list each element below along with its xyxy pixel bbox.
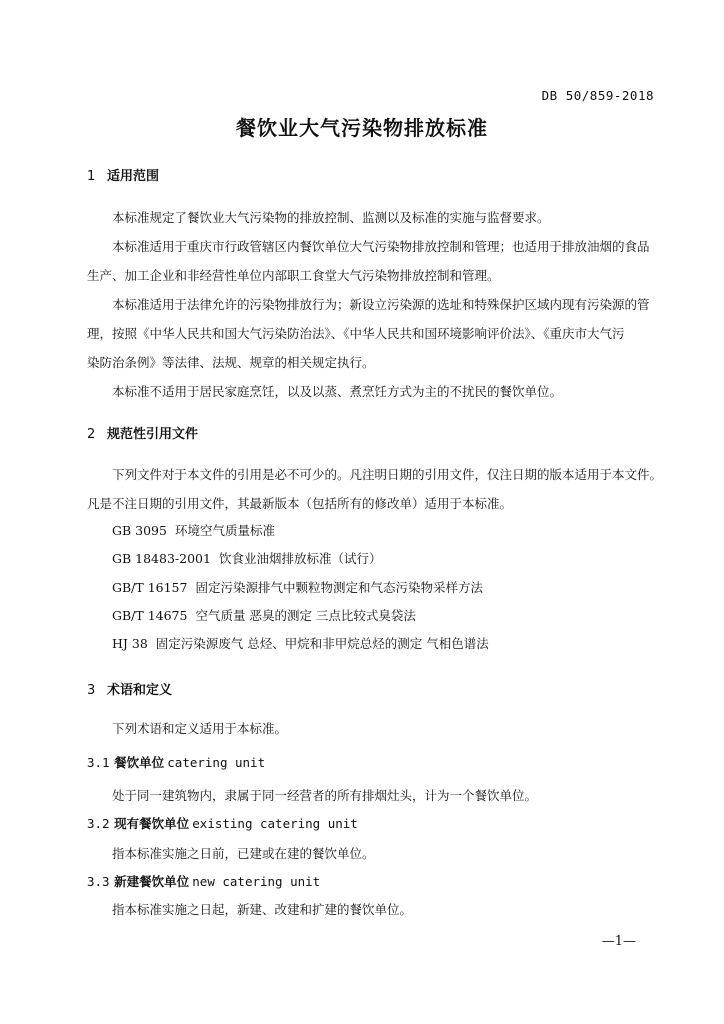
reference-name: 饮食业油烟排放标准（试行）	[218, 551, 382, 566]
paragraph: 下列文件对于本文件的引用是必不可少的。凡注明日期的引用文件，仅注日期的版本适用于本文件。	[112, 467, 663, 482]
term-chinese: 餐饮单位	[114, 755, 165, 770]
section-title: 术语和定义	[107, 683, 173, 698]
document-code: DB 50/859-2018	[541, 88, 654, 103]
term-english: new catering unit	[192, 874, 321, 889]
reference-code: GB 3095	[112, 523, 167, 538]
paragraph: 本标准规定了餐饮业大气污染物的排放控制、监测以及标准的实施与监督要求。	[112, 210, 550, 225]
document-title: 餐饮业大气污染物排放标准	[236, 116, 488, 140]
term-definition: 处于同一建筑物内，隶属于同一经营者的所有排烟灶头，计为一个餐饮单位。	[112, 788, 538, 803]
term-chinese: 现有餐饮单位	[114, 816, 190, 831]
paragraph: 本标准适用于重庆市行政管辖区内餐饮单位大气污染物排放控制和管理；也适用于排放油烟的食品	[112, 239, 650, 254]
paragraph: 本标准不适用于居民家庭烹饪，以及以蒸、煮烹饪方式为主的不扰民的餐饮单位。	[112, 384, 563, 399]
normative-reference	[112, 578, 483, 596]
normative-reference	[112, 606, 416, 624]
paragraph-continued: 理，按照《中华人民共和国大气污染防治法》、《中华人民共和国环境影响评价法》、《重庆市大气污	[87, 326, 625, 341]
reference-code: HJ 38	[112, 636, 148, 651]
section-number: 1	[87, 169, 96, 184]
page-number: —1—	[601, 934, 636, 949]
reference-name: 空气质量 恶臭的测定 三点比较式臭袋法	[195, 608, 416, 623]
reference-name: 环境空气质量标准	[174, 523, 275, 538]
term-definition: 指本标准实施之日前，已建或在建的餐饮单位。	[112, 846, 375, 861]
reference-code: GB/T 16157	[112, 580, 188, 595]
section-3-heading	[87, 679, 172, 698]
paragraph-continued: 染防治条例》等法律、法规、规章的相关规定执行。	[87, 355, 375, 370]
section-title: 适用范围	[107, 169, 160, 184]
section-1-heading	[87, 165, 159, 184]
normative-reference	[112, 634, 489, 652]
paragraph: 本标准适用于法律允许的污染物排放行为；新设立污染源的选址和特殊保护区域内现有污染源的管	[112, 297, 650, 312]
section-number: 2	[87, 427, 96, 442]
section-2-heading	[87, 423, 198, 442]
reference-name: 固定污染源废气 总烃、甲烷和非甲烷总烃的测定 气相色谱法	[155, 636, 489, 651]
term-number: 3.3	[87, 874, 110, 889]
paragraph-continued: 凡是不注日期的引用文件，其最新版本（包括所有的修改单）适用于本标准。	[87, 496, 513, 511]
reference-code: GB/T 14675	[112, 608, 188, 623]
term-definition: 指本标准实施之日起，新建、改建和扩建的餐饮单位。	[112, 902, 413, 917]
term-english: catering unit	[167, 755, 266, 770]
reference-name: 固定污染源排气中颗粒物测定和气态污染物采样方法	[195, 580, 483, 595]
paragraph-continued: 生产、加工企业和非经营性单位内部职工食堂大气污染物排放控制和管理。	[87, 268, 500, 283]
normative-reference	[112, 521, 275, 539]
term-number: 3.2	[87, 816, 110, 831]
paragraph: 下列术语和定义适用于本标准。	[112, 721, 288, 736]
term-english: existing catering unit	[192, 816, 358, 831]
term-chinese: 新建餐饮单位	[114, 874, 190, 889]
term-heading	[87, 814, 358, 832]
term-number: 3.1	[87, 755, 110, 770]
section-title: 规范性引用文件	[107, 427, 199, 442]
term-heading	[87, 872, 320, 890]
term-heading	[87, 753, 265, 771]
normative-reference	[112, 549, 381, 567]
section-number: 3	[87, 683, 96, 698]
reference-code: GB 18483-2001	[112, 551, 211, 566]
